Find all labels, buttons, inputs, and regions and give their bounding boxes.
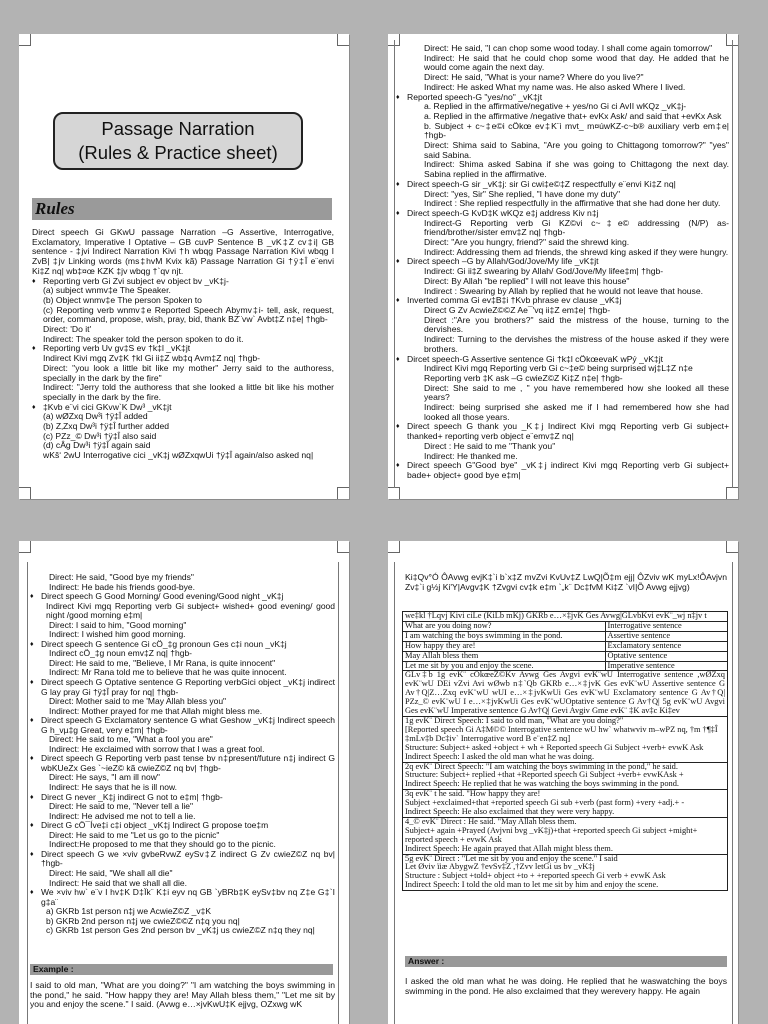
list-item: wKš‘ 2wU Interrogative cici _vK‡j wØZxqwUi †ÿ‡Î again/also asked nq| <box>43 450 314 461</box>
text-line: Indirect cÖ_‡g noun emv‡Z nq| †hgb- <box>49 648 193 659</box>
table-cell: Exclamatory sentence <box>605 641 727 651</box>
list-item: Direct: "you look a little bit like my mother" Jerry said to the authoress, specially in the dark by the fire" <box>43 362 334 383</box>
block-line: Let Øviv ïiæ AbygwZ †evSv‡Z ,†Zvv letGi us bv _vK‡j <box>405 862 595 872</box>
text-line: Direct: He said, "What is your name? Where do you live?" <box>424 72 644 83</box>
list-item: Indirect: The speaker told the person spoken to do it. <box>43 333 244 344</box>
list-item: (d) cÂg Dw³i †ÿ‡Î again said <box>43 440 151 451</box>
example-heading: Example : <box>30 964 333 975</box>
table-row <box>403 854 728 891</box>
text-line: Direct: She said to me , " you have remembered how she looked all these years? <box>424 382 729 403</box>
block-line: Subject +exclaimed+that +reported speech Gi sub +verb (past form) +very +adj.+ - <box>405 798 685 808</box>
list-item: ♦ Dircet speech-G Assertive sentence Gi †k‡l cÖkœevaK wPý _vK‡jt <box>396 355 729 365</box>
block-line: Indirect Speech: I asked the old man what he was doing. <box>405 751 595 761</box>
text-line: Indirect: He said that we shall all die. <box>49 877 187 888</box>
list-item: ♦ We ×viv hw` e¨v I hv‡K D‡Ïk¨ K‡i eyv nq GB `yBRb‡K eySv‡bv nq Z‡e G‡`I g‡a¨ <box>30 888 335 907</box>
block-line: Indirect Speech: He also exclaimed that they were very happy. <box>405 807 615 817</box>
block-line: Structure: Subject+ asked +object + wh + Reported speech Gi Subject +verb+ evwK Ask <box>405 742 704 752</box>
list-item: Direct: 'Do it' <box>43 324 92 335</box>
block-line: Indirect Speech: He replied that he was watching the boys swimming in the pond. <box>405 779 679 789</box>
table-heading-row <box>403 612 728 622</box>
block-line: 1g evK¨ Direct Speech: I said to old man, "What are you doing?" <box>405 715 624 725</box>
text-line: Indirect: He said that he could chop some wood that day. He added that he would come again the next day. <box>424 52 729 73</box>
text-line: Indirect: being surprised she asked me if I had remembered how she had looked all those years. <box>424 402 729 422</box>
text-line: Indirect: He bade his friends good-bye. <box>49 581 196 592</box>
text-line: b. Subject + c~‡e©i cÖkœ ev‡K¨i mvt_ m¤úwKZ-c~b® auxiliary verb em‡e| †hgb- <box>424 120 729 141</box>
text-line: Direct: "Are you hungry, friend?" said the shrewd king. <box>424 237 630 248</box>
analysis-paragraph: GLv‡b 1g evK¨ cÖkœeZ©Kv Avwg Ges Avgvi evK¨wU Interrogative sentence ,wØZxq evK¨wU DEi vZvi Avi wØwb n‡`Qb GKRb e…×‡jvK Ges evK¨wU Assertive sentence G Av†Q|Z…Zxq evK¨wU wUI e…×‡jvKwUi Ges evK¨wU Exclamatory sentence G Av†Q| PZz_© evK¨wU I e…×‡jvKwUi Ges evK¨wUOptative sentence G Av†Q| 5g evK¨wU Avgvi Ges evK¨wU Imperative sentence G Av†Q| Gevi Avgiv Gme evK¨ ‡K av‡c Ki‡ev <box>403 671 728 717</box>
text-line: Indirect: He exclaimed with sorrow that I was a great fool. <box>49 743 265 754</box>
list-item: ♦ Direct G never _K‡j indirect G not to e‡m| †hgb- <box>30 793 335 803</box>
table-row <box>403 790 728 818</box>
block-line: 5g evK¨ Direct : "Let me sit by you and enjoy the scene." I said <box>405 853 618 863</box>
list-item: ♦ Direct speech G sentence Gi cÖ_‡g pronoun Ges c‡i noun _vK‡j <box>30 640 335 650</box>
text-line: Direct: He said to me, "Believe, I Mr Rana, is quite innocent" <box>49 657 276 668</box>
list-item: ♦ Direct speech –G by Allah/God/Jove/My life _vK‡jt <box>396 257 729 267</box>
text-line: Direct: Mother said to me 'May Allah bless you" <box>49 696 227 707</box>
list-item: ♦ Direct G cÖ¯Íve‡i c‡i object _vK‡j Indirect G propose toe‡m <box>30 821 335 831</box>
title-line-1: Passage Narration <box>101 118 255 139</box>
answer-heading: Answer : <box>405 956 727 967</box>
text-line: Indirect: Addressing them ad friends, the shrewd king asked if they were hungry. <box>424 246 729 257</box>
text-line: Direct: Shima said to Sabina, "Are you going to Chittagong tomorrow?" "yes" said Sabina. <box>424 140 729 160</box>
rules-heading: Rules <box>32 198 332 220</box>
table-row <box>403 817 728 854</box>
list-item: Indirect Kivi mgq Zv‡K †kl Gi ii‡Z wb‡q Avm‡Z nq| †hgb- <box>43 353 261 364</box>
table-row <box>403 651 728 661</box>
list-item: ♦ Direct speech G Good Morning/ Good evening/Good night _vK‡j <box>30 592 335 602</box>
table-cell: Let me sit by you and enjoy the scene. <box>403 661 606 671</box>
text-line: Direct: He said to me "Let us go to the picnic" <box>49 829 220 840</box>
text-line: Direct : He said to me "Thank you" <box>424 440 556 451</box>
list-item: (b) Z‚Zxq Dw³i †ÿ‡Î further added <box>43 421 170 432</box>
list-item: ♦ Inverted comma Gi ev‡B‡i †Kvb phrase ev clause _vK‡j <box>396 296 729 306</box>
list-item: ♦ Direct speech G thank you _K‡j Indirect Kivi mgq Reporting verb Gi subject+ thanked+ reporting verb object e¨emv‡Z nq| <box>396 422 729 441</box>
title-line-2: (Rules & Practice sheet) <box>78 142 278 163</box>
table-row <box>403 641 728 651</box>
text-line: Reporting verb ‡K ask –G cwieZ©Z Ki‡Z n‡e| †hgb- <box>424 372 623 383</box>
block-line: Structure: Subject+ replied +that +Reported speech Gi Subject +verb+ evwKAsk + <box>405 770 684 780</box>
text-line: Indirect: Shima asked Sabina if she was going to Chittagong the next day. Sabina replied in the affirmative. <box>424 159 729 180</box>
text-line: Indirect-G Reporting verb Gi KZ©vi c~‡e© addressing (N/P) as-friend/brother/sister emv‡Z nq| †hgb- <box>424 217 729 238</box>
block-line: Indirect Speech: I told the old man to let me sit by him and enjoy the scene. <box>405 880 659 890</box>
list-item: ♦ Direct speech G Reporting verb past tense bv n‡present/future n‡j indirect G wbKUeZx Ges `~ieZ© kã cwieZ©Z nq bv| †hgb- <box>30 754 335 773</box>
text-line: Indirect: Mother prayed for me that Allah might bless me. <box>49 705 263 716</box>
list-item: ♦ Direct speech G"Good bye" _vK‡j indirect Kivi mgq Reporting verb Gi subject+ bade+ object+ good bye e‡m| <box>396 461 729 480</box>
page-1-body <box>32 228 334 461</box>
block-line: Indirect Speech: He again prayed that Allah might bless them. <box>405 843 613 853</box>
text-line: Direct G Zv AcwieZ©©Z Ae¯'vq ii‡Z em‡e| †hgb- <box>424 304 611 315</box>
text-line: Indirect: He says that he is ill now. <box>49 782 178 793</box>
list-item: ♦ Direct speech-G KvD‡K wKQz e‡j address Kiv n‡j <box>396 209 729 219</box>
block-line: 3q evK¨ t he said. "How happy they are! <box>405 789 541 799</box>
list-item: (c) PZz_© Dw³i †ÿ‡Î also said <box>43 430 157 441</box>
list-item: (b) Object wnmv‡e The person Spoken to <box>43 294 202 305</box>
text-line: Indirect: He advised me not to tell a lie. <box>49 810 196 821</box>
page-2-body <box>396 44 729 481</box>
text-line: Indirect: Turning to the dervishes the mistress of the house asked if they were brothers. <box>424 334 729 354</box>
text-line: Indirect: Mr Rana told me to believe that he was quite innocent. <box>49 667 287 678</box>
page-3-body <box>30 573 335 936</box>
answer-text: I asked the old man what he was doing. He replied that he waswatching the boys swimming in the pond. He also exclaimed that they werevery happy. He again <box>405 976 727 996</box>
text-line: Indirect Kivi mgq Reporting verb Gi subject+ wished+ good evening/ good night /good morning e‡m| <box>46 600 335 621</box>
page-4-intro: Ki‡Qv°Ó ÔAvwg evjK‡`i b`x‡Z mvZvi KvUv‡Z LwQ|Õ‡m ejj| ÔZviv wK myLx!ÔAvjvn Zv‡`i g½j Ki'Y|Avgv‡K †Zvgvi cv‡k e‡m `„k¨ Dc‡fvM Ki‡Z `vI|Õ Avwg ejjvg) <box>405 572 727 592</box>
table-cell: Imperative sentence <box>605 661 727 671</box>
list-item: ♦ Direct speech G Exclamatory sentence G what Geshow _vK‡j Indirect speech G h_vµ‡g Great, very e‡m| †hgb- <box>30 716 335 735</box>
sentence-table <box>402 611 728 891</box>
block-line: [Reported speech Gi A‡M©© Interrogative sentence wU hw` whatwviv m–wPZ nq, †m †¶‡Î ‡mLv‡b Dc‡iv` Interrogative word B e¨en‡Z nq] <box>405 724 718 743</box>
text-line: Indirect: He asked What my name was. He also asked Where I lived. <box>424 81 686 92</box>
document-title <box>53 112 303 170</box>
text-line: a. Replied in the affirmative/negative + yes/no Gi ci AvII wKQz _vK‡j- <box>424 101 687 112</box>
list-item: ♦ ‡Kvb e¨vi cici GKvw`K Dw³ _vK‡jt <box>32 403 334 413</box>
list-item: Indirect: "Jerry told the authoress that she looked a little bit like his mother specially in the dark by the fire. <box>43 382 334 402</box>
text-line: a. Replied in the affirmative /negative that+ evKx Ask/ and said that +evKx Ask <box>424 110 722 121</box>
text-line: Direct: He said to me, "Never tell a lie" <box>49 801 193 812</box>
table-row <box>403 671 728 717</box>
text-line: Indirect: Gi ii‡Z swearing by Allah/ God/Jove/My lifee‡m| †hgb- <box>424 266 664 277</box>
table-row <box>403 621 728 631</box>
text-line: Direct: He said, "I can chop some wood today. I shall come again tomorrow" <box>424 43 713 53</box>
text-line: c) GKRb 1st person Ges 2nd person bv _vK‡j us cwieZ©Z n‡q they nq| <box>46 925 315 936</box>
block-line: Structure : Subject +told+ object +to + +reported speech Gi verb + evwK Ask <box>405 871 666 881</box>
list-item: (a) wØZxq Dw³i †ÿ‡Î added <box>43 411 148 422</box>
text-line: Direct: He said, "Good bye my friends" <box>49 572 194 582</box>
text-line: Direct: He said, "We shall all die" <box>49 867 173 878</box>
table-cell: May Allah bless them <box>403 651 606 661</box>
text-line: Indirect : Swearing by Allah by replied that he would not leave that house. <box>424 285 703 296</box>
text-line: Direct: He says, "I am ill now" <box>49 772 160 783</box>
text-line: Direct: By Allah "be replied" I will not leave this house" <box>424 275 630 286</box>
text-line: Indirect Kivi mgq Reporting verb Gi c~‡e© being surprised wj‡L‡Z n‡e <box>424 363 693 374</box>
list-item: ♦ Reported speech-G "yes/no" _vK‡jt <box>396 93 729 103</box>
table-cell: How happy they are! <box>403 641 606 651</box>
text-line: Direct: "yes, Sir" She replied, "I have done my duty" <box>424 188 621 199</box>
table-row <box>403 716 728 762</box>
list-item: ♦ Reporting verb Uv gv‡S ev †k‡l _vK‡jt <box>32 344 334 354</box>
example-text: I said to old man, "What are you doing?" "I am watching the boys swimming in the pond," he said. "How happy they are! May Allah bless them," "Let me sit by you and enjoy the scene." I said. (Avwg e…×jvKwU‡K ejjvg, OZxwg wK <box>30 980 335 1010</box>
text-line: Indirect:He proposed to me that they should go to the picnic. <box>49 839 276 850</box>
text-line: Direct: He said to me, "What a fool you are" <box>49 734 213 745</box>
block-line: 2q evK¨ Direct Speech: "I am watching the boys swimming in the pond," he said. <box>405 761 678 771</box>
table-row <box>403 631 728 641</box>
list-item: ♦ Reporting verb Gi Zvi subject ev object bv _vK‡j- <box>32 277 334 287</box>
table-row <box>403 661 728 671</box>
list-item: ♦ Direct speech G we ×viv gvbeRvwZ eySv‡Z indirect G Zv cwieZ©Z nq bv| †hgb- <box>30 850 335 869</box>
text-line: Indirect: I wished him good morning. <box>49 629 186 640</box>
text-line: b) GKRb 2nd person n‡j we cwieZ©©Z n‡q you nq| <box>46 915 240 926</box>
table-row <box>403 762 728 790</box>
table-cell: Assertive sentence <box>605 631 727 641</box>
intro-paragraph: Direct speech Gi GKwU passage Narration –G Assertive, Interrogative, Exclamatory, Imperative I Optative – GB cuvP Sentence B _vK‡Z cv‡i| GB sentence - ‡jvi Indirect Narration Kivi †h wbqg Passage Narration Kivi wbqg I ZvB| ‡jv Linking words (ms‡hvM Kvix kã) Passage Narration Gi †ÿ‡Î e¨envi Ki‡Z nq| wb‡¤œ KZK ‡jv wbqg †`qv njt. <box>32 227 334 276</box>
text-line: Direct: I said to him, "Good morning" <box>49 619 187 630</box>
table-cell: Optative sentence <box>605 651 727 661</box>
table-cell: I am watching the boys swimming in the pond. <box>403 631 606 641</box>
text-line: Indirect: He thanked me. <box>424 450 518 461</box>
list-item: (c) Reporting verb wnmv‡e Reported Speech Abymv‡i- tell, ask, request, order, command, propose, wish, pray, bid, thank BZ¨vw` Avbt‡Z n‡e| †hgb- <box>43 304 334 325</box>
block-line: 4_© evK¨ Direct : He said. "May Allah bless them. <box>405 816 577 826</box>
text-line: Indirect : She replied respectfully in the affirmative that she had done her duty. <box>424 198 721 209</box>
block-line: Subject+ again +Prayed (Avjvni bvg _vK‡j)+that +reported speech Gi subject +might+ reported speech + evwK Ask <box>405 825 698 844</box>
text-line: a) GKRb 1st person n‡j we AcwieZ©Z _v‡K <box>46 906 211 917</box>
list-item: ♦ Direct speech G Optative sentence G Reporting verbGici object _vK‡j indirect G lay pray Gi †ÿ‡Î pray for nq| †hgb- <box>30 678 335 697</box>
text-line: Direct :"Are you brothers?" said the mistress of the house, turning to the dervishes. <box>424 314 729 335</box>
table-cell: Interrogative sentence <box>605 621 727 631</box>
table-cell: What are you doing now? <box>403 621 606 631</box>
list-item: (a) subject wnmv‡e The Speaker. <box>43 285 171 296</box>
table-heading: we‡kl †Lqvj Kivi ciLe (KiLb mKj) GKRb e…×‡jvK Ges Avwg|GLvbKvi evK¨_wj n‡jv t <box>403 612 728 622</box>
list-item: ♦ Direct speech-G sir _vK‡j: sir Gi cwi‡e©‡Z respectfully e¨envi Ki‡Z nq| <box>396 180 729 190</box>
